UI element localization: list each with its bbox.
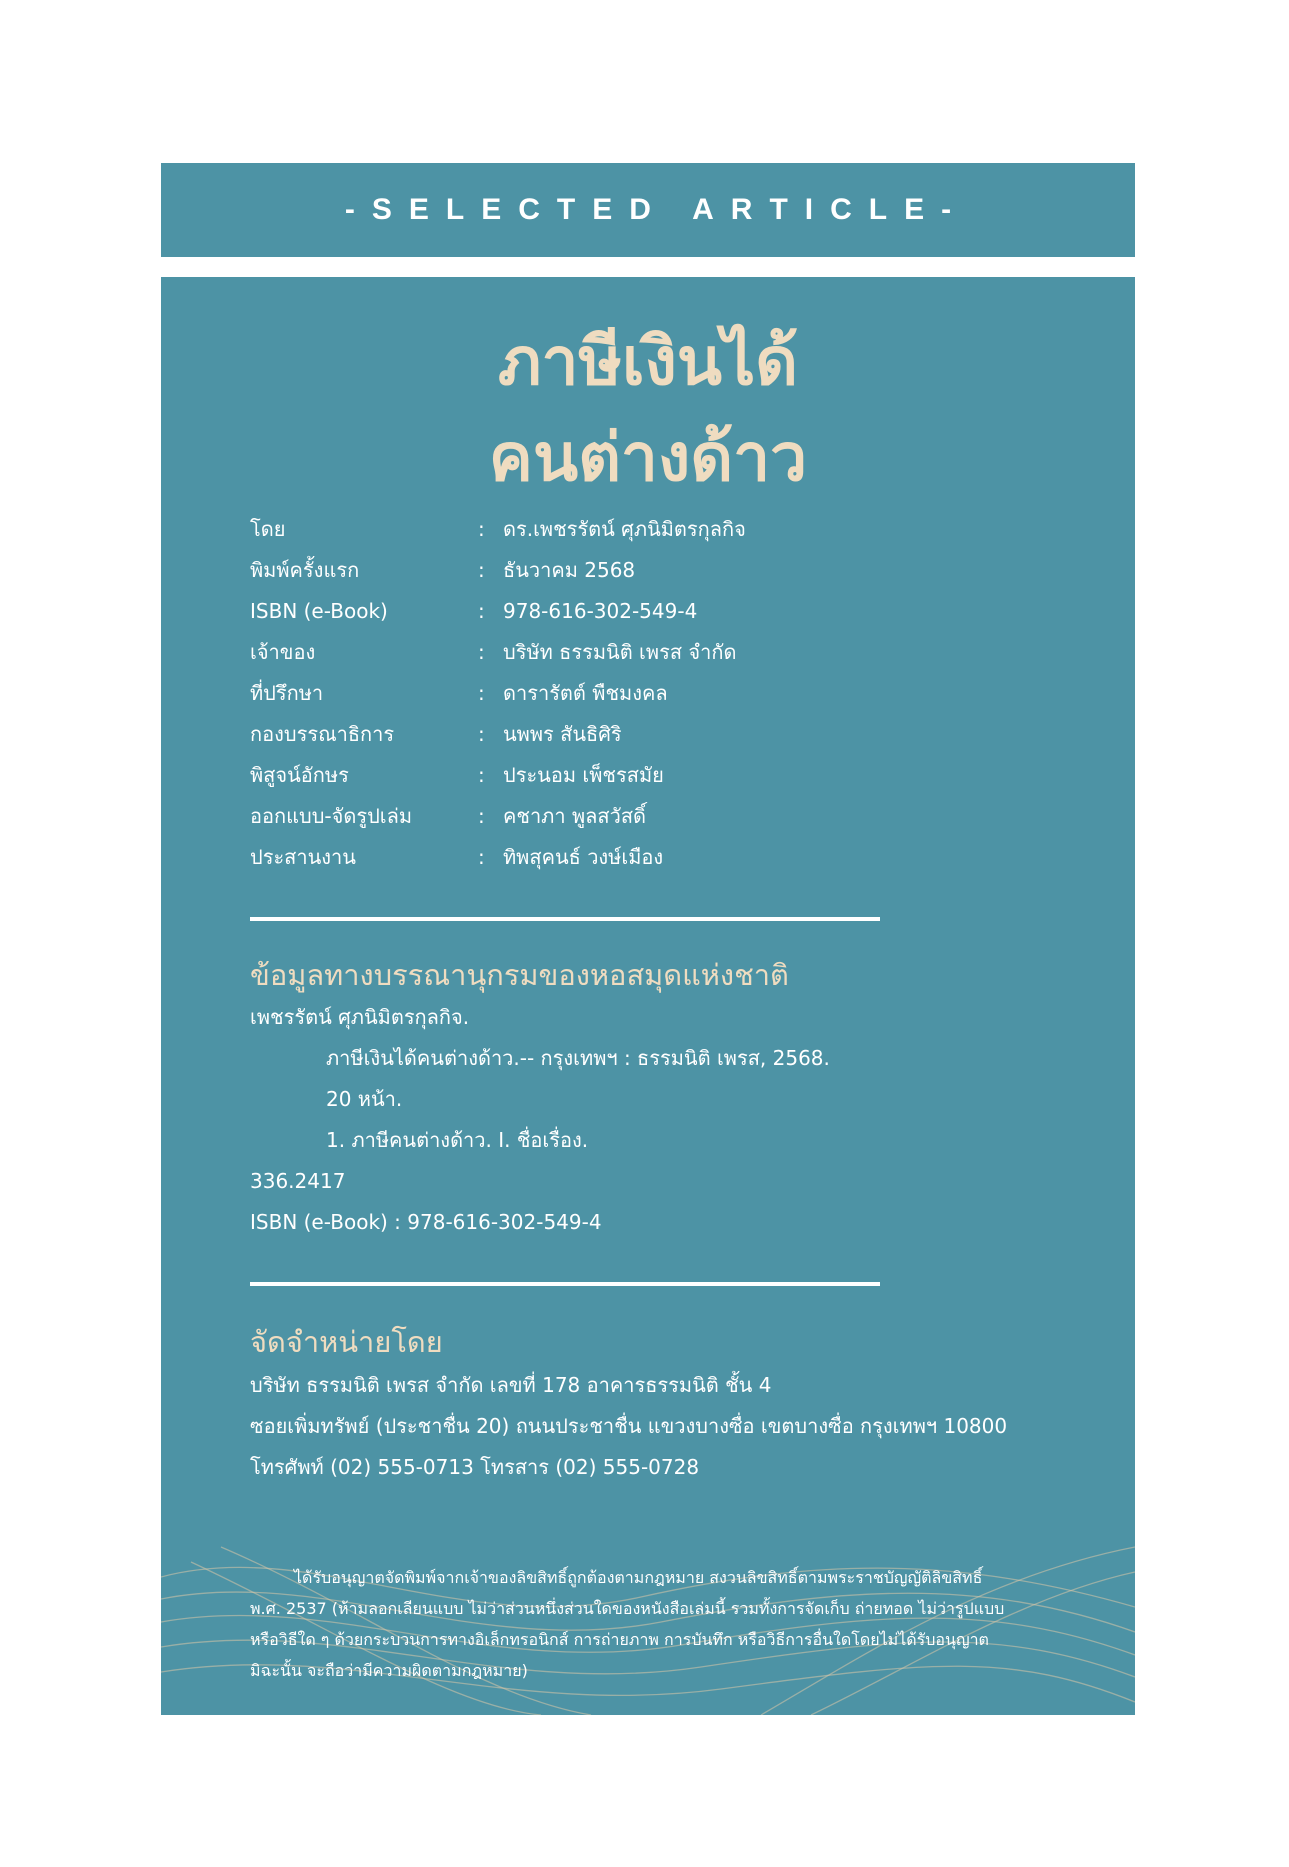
info-row-advisor bbox=[250, 673, 1070, 714]
info-value: ทิพสุคนธ์ วงษ์เมือง bbox=[503, 845, 664, 869]
content-panel bbox=[161, 277, 1135, 1715]
info-row-isbn bbox=[250, 591, 1070, 632]
info-colon: : bbox=[478, 558, 485, 582]
distribution-line-1: บริษัท ธรรมนิติ เพรส จำกัด เลขที่ 178 อาคารธรรมนิติ ชั้น 4 bbox=[250, 1373, 772, 1397]
info-label: โดย bbox=[250, 517, 286, 541]
info-label: ออกแบบ-จัดรูปเล่ม bbox=[250, 804, 413, 828]
catalog-title-line: ภาษีเงินได้คนต่างด้าว.-- กรุงเทพฯ : ธรรมนิติ เพรส, 2568. bbox=[326, 1046, 830, 1070]
info-colon: : bbox=[478, 763, 485, 787]
distribution-heading: จัดจำหน่ายโดย bbox=[250, 1325, 443, 1359]
info-label: พิมพ์ครั้งแรก bbox=[250, 558, 360, 582]
catalog-classification: 336.2417 bbox=[250, 1169, 346, 1193]
info-row-editorial bbox=[250, 714, 1070, 755]
info-row-owner bbox=[250, 632, 1070, 673]
info-label: ที่ปรึกษา bbox=[250, 681, 324, 705]
copyright-line-1: ได้รับอนุญาตจัดพิมพ์จากเจ้าของลิขสิทธิ์ถูกต้องตามกฎหมาย สงวนลิขสิทธิ์ตามพระราชบัญญัติลิขสิทธิ์ bbox=[294, 1568, 983, 1587]
info-colon: : bbox=[478, 517, 485, 541]
info-row-author bbox=[250, 509, 1070, 550]
copyright-line-4: มิฉะนั้น จะถือว่ามีความผิดตามกฎหมาย) bbox=[250, 1661, 528, 1680]
info-value: ประนอม เพ็ชรสมัย bbox=[503, 763, 664, 787]
info-value: บริษัท ธรรมนิติ เพรส จำกัด bbox=[503, 640, 737, 664]
info-colon: : bbox=[478, 722, 485, 746]
info-label: พิสูจน์อักษร bbox=[250, 763, 349, 787]
catalog-isbn: ISBN (e-Book) : 978-616-302-549-4 bbox=[250, 1210, 602, 1234]
info-value: ธันวาคม 2568 bbox=[503, 558, 636, 582]
info-colon: : bbox=[478, 804, 485, 828]
book-title bbox=[161, 314, 1135, 506]
divider-2 bbox=[250, 1282, 880, 1286]
catalog-heading: ข้อมูลทางบรรณานุกรมของหอสมุดแห่งชาติ bbox=[250, 958, 789, 992]
info-colon: : bbox=[478, 640, 485, 664]
header-label: -SELECTED ARTICLE- bbox=[344, 193, 969, 226]
publication-info bbox=[250, 509, 1070, 878]
catalog-pages: 20 หน้า. bbox=[326, 1087, 403, 1111]
info-label: ประสานงาน bbox=[250, 845, 356, 869]
info-row-coordinator bbox=[250, 837, 1070, 878]
info-label: กองบรรณาธิการ bbox=[250, 722, 395, 746]
info-value: นพพร สันธิศิริ bbox=[503, 722, 622, 746]
divider-1 bbox=[250, 917, 880, 921]
catalog-author: เพชรรัตน์ ศุภนิมิตรกุลกิจ. bbox=[250, 1005, 470, 1029]
distribution-line-3: โทรศัพท์ (02) 555-0713 โทรสาร (02) 555-0728 bbox=[250, 1455, 700, 1479]
info-label: เจ้าของ bbox=[250, 640, 316, 664]
info-row-design bbox=[250, 796, 1070, 837]
copyright-line-3: หรือวิธีใด ๆ ด้วยกระบวนการทางอิเล็กทรอนิกส์ การถ่ายภาพ การบันทึก หรือวิธีการอื่นใดโดยไม่ได้รับอนุญาต bbox=[250, 1630, 989, 1649]
info-colon: : bbox=[478, 681, 485, 705]
info-colon: : bbox=[478, 845, 485, 869]
info-value: ดร.เพชรรัตน์ ศุภนิมิตรกุลกิจ bbox=[503, 517, 746, 541]
info-value: ดารารัตต์ พืชมงคล bbox=[503, 681, 668, 705]
info-value: คชาภา พูลสวัสดิ์ bbox=[503, 804, 647, 828]
copyright-notice bbox=[250, 1562, 1060, 1686]
info-label: ISBN (e-Book) bbox=[250, 599, 388, 623]
book-title-line2: คนต่างด้าว bbox=[488, 419, 808, 496]
info-row-proofreading bbox=[250, 755, 1070, 796]
info-row-first-print bbox=[250, 550, 1070, 591]
book-title-line1: ภาษีเงินได้ bbox=[497, 323, 799, 400]
header-band bbox=[161, 163, 1135, 257]
info-colon: : bbox=[478, 599, 485, 623]
catalog-subject: 1. ภาษีคนต่างด้าว. I. ชื่อเรื่อง. bbox=[326, 1128, 589, 1152]
copyright-line-2: พ.ศ. 2537 (ห้ามลอกเลียนแบบ ไม่ว่าส่วนหนึ่งส่วนใดของหนังสือเล่มนี้ รวมทั้งการจัดเก็บ ถ่ายทอด ไม่ว่ารูปแบบ bbox=[250, 1599, 1005, 1618]
distribution-line-2: ซอยเพิ่มทรัพย์ (ประชาชื่น 20) ถนนประชาชื่น แขวงบางซื่อ เขตบางซื่อ กรุงเทพฯ 10800 bbox=[250, 1414, 1008, 1438]
info-value: 978-616-302-549-4 bbox=[503, 599, 698, 623]
